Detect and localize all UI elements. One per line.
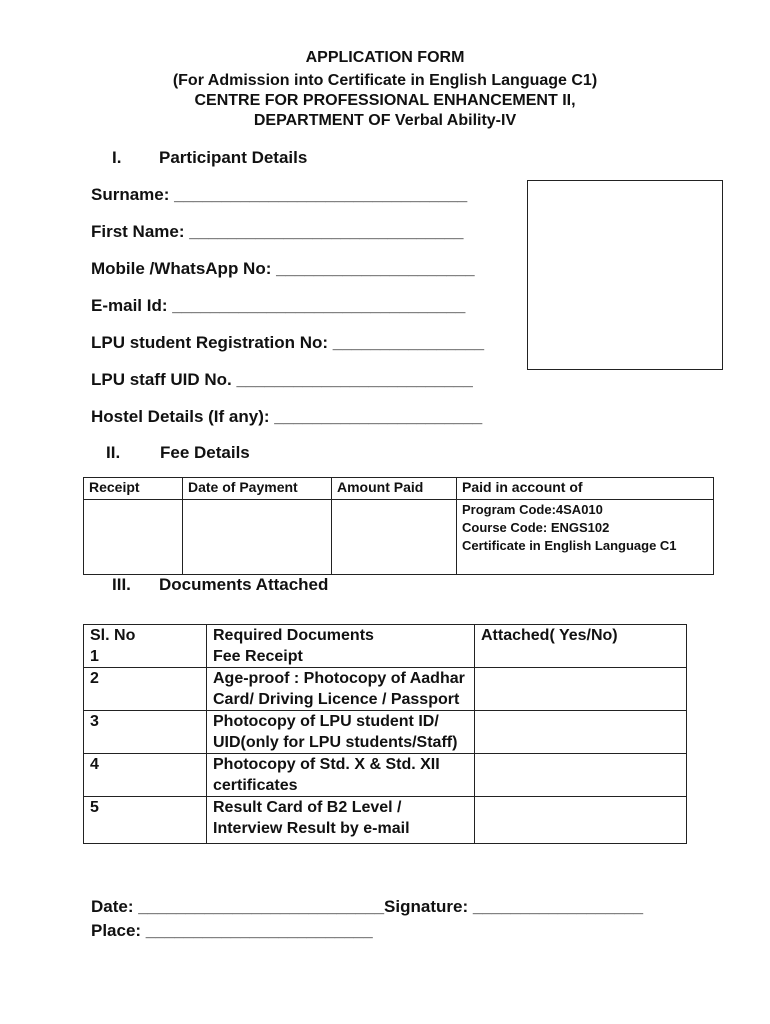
fee-header-amount: Amount Paid	[332, 478, 457, 500]
row3-doc	[207, 711, 475, 754]
docs-header-required	[207, 625, 475, 668]
course-code: Course Code: ENGS102	[462, 520, 610, 535]
row2-attached[interactable]	[475, 668, 687, 711]
row5-sl: 5	[84, 797, 207, 844]
course-name: Certificate in English Language C1	[462, 538, 677, 553]
row4-doc-line1: Photocopy of Std. X & Std. XII	[213, 756, 440, 773]
slno-label: Sl. No	[90, 627, 136, 644]
row5-doc-line2: Interview Result by e-mail	[213, 820, 410, 837]
row1-sl: 1	[90, 648, 99, 665]
row1-doc: Fee Receipt	[213, 648, 303, 665]
section2-title: Fee Details	[160, 443, 250, 462]
section2-number: II.	[106, 443, 121, 462]
mobile-field[interactable]: Mobile /WhatsApp No: _____________________	[91, 259, 475, 278]
row2-doc	[207, 668, 475, 711]
docs-header-slno	[84, 625, 207, 668]
docs-header-attached	[475, 625, 687, 668]
row5-attached[interactable]	[475, 797, 687, 844]
fee-header-account: Paid in account of	[457, 478, 714, 500]
fee-amount-cell[interactable]	[332, 500, 457, 575]
surname-field[interactable]: Surname: _______________________________	[91, 185, 468, 204]
row3-doc-line2: UID(only for LPU students/Staff)	[213, 734, 458, 751]
hostel-field[interactable]: Hostel Details (If any): ______________________	[91, 407, 483, 426]
section3-title: Documents Attached	[159, 575, 329, 594]
form-centre: CENTRE FOR PROFESSIONAL ENHANCEMENT II,	[194, 92, 576, 109]
date-signature-line[interactable]: Date: __________________________Signature: __________________	[91, 897, 644, 916]
row4-doc-line2: certificates	[213, 777, 298, 794]
fee-header-date: Date of Payment	[183, 478, 332, 500]
row4-sl: 4	[84, 754, 207, 797]
fee-receipt-cell[interactable]	[84, 500, 183, 575]
row2-sl: 2	[84, 668, 207, 711]
row5-doc	[207, 797, 475, 844]
row4-doc	[207, 754, 475, 797]
row3-attached[interactable]	[475, 711, 687, 754]
email-field[interactable]: E-mail Id: _______________________________	[91, 296, 466, 315]
photo-box	[527, 180, 723, 370]
row3-doc-line1: Photocopy of LPU student ID/	[213, 713, 439, 730]
row5-doc-line1: Result Card of B2 Level /	[213, 799, 402, 816]
section3-number: III.	[112, 575, 131, 594]
row2-doc-line2: Card/ Driving Licence / Passport	[213, 691, 460, 708]
section1-number: I.	[112, 148, 122, 167]
row4-attached[interactable]	[475, 754, 687, 797]
registration-field[interactable]: LPU student Registration No: ________________	[91, 333, 485, 352]
staff-uid-field[interactable]: LPU staff UID No. _________________________	[91, 370, 473, 389]
fee-table	[83, 477, 714, 575]
fee-account-cell	[457, 500, 714, 575]
fee-date-cell[interactable]	[183, 500, 332, 575]
form-subtitle: (For Admission into Certificate in English Language C1)	[172, 72, 598, 89]
form-department: DEPARTMENT OF Verbal Ability-IV	[253, 112, 517, 129]
fee-header-receipt: Receipt	[84, 478, 183, 500]
place-line[interactable]: Place: ________________________	[91, 921, 373, 940]
required-docs-label: Required Documents	[213, 627, 374, 644]
row3-sl: 3	[84, 711, 207, 754]
attached-label: Attached( Yes/No)	[481, 627, 618, 644]
section1-title: Participant Details	[159, 148, 308, 167]
first-name-field[interactable]: First Name: _____________________________	[91, 222, 464, 241]
program-code: Program Code:4SA010	[462, 502, 603, 517]
documents-table	[83, 624, 687, 844]
row2-doc-line1: Age-proof : Photocopy of Aadhar	[213, 670, 465, 687]
form-title: APPLICATION FORM	[305, 49, 465, 66]
